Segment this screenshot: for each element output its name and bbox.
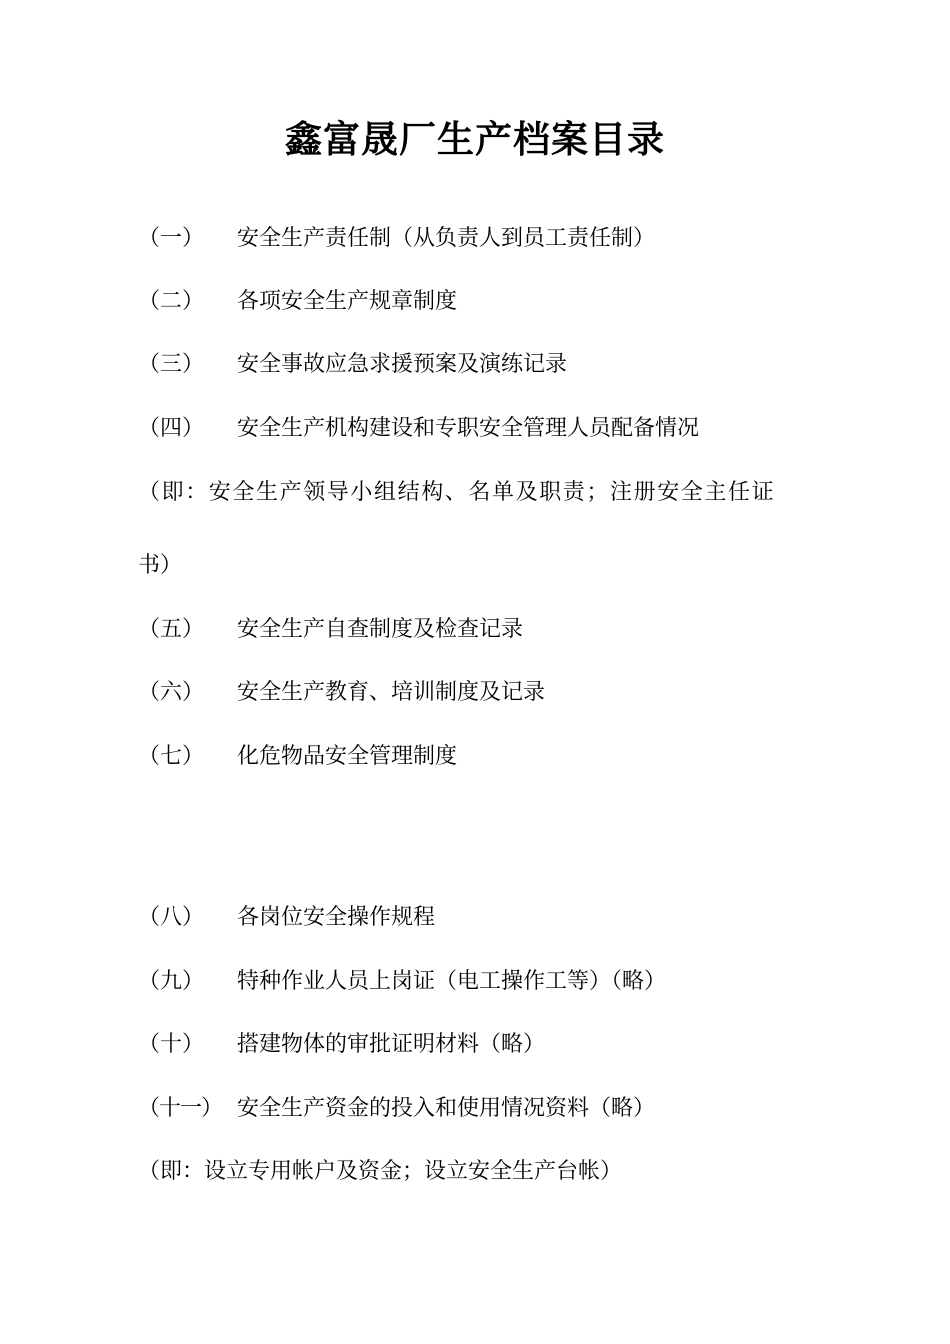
list-item: [138, 414, 699, 444]
item-text: 特种作业人员上岗证（电工操作工等）（略）: [237, 969, 667, 994]
item-text: 安全生产责任制（从负责人到员工责任制）: [237, 226, 656, 251]
item-text: 搭建物体的审批证明材料（略）: [237, 1032, 546, 1057]
item-text: 各岗位安全操作规程: [237, 905, 436, 930]
item-text: 安全生产自查制度及检查记录: [237, 617, 524, 642]
item-text: 各项安全生产规章制度: [237, 289, 458, 314]
list-item: [138, 967, 666, 997]
list-item: [138, 1030, 545, 1060]
list-item: [138, 350, 567, 380]
item-number: （三）: [138, 352, 205, 377]
list-item: [138, 1094, 655, 1124]
item-number: （二）: [138, 289, 205, 314]
item-four-note-line1: （即：安全生产领导小组结构、名单及职责；注册安全主任证: [138, 480, 776, 505]
item-text: 安全生产机构建设和专职安全管理人员配备情况: [237, 416, 700, 441]
item-four-note-line2: 书）: [138, 553, 183, 578]
item-number: （九）: [138, 969, 205, 994]
item-number: （四）: [138, 416, 205, 441]
item-number: （十一）: [138, 1096, 223, 1121]
item-number: （一）: [138, 226, 205, 251]
list-item: [138, 903, 435, 933]
item-eleven-note: （即：设立专用帐户及资金；设立安全生产台帐）: [138, 1159, 623, 1184]
list-item: [138, 742, 457, 772]
document-title: 鑫富晟厂生产档案目录: [285, 118, 665, 161]
list-item: [138, 678, 545, 708]
item-text: 化危物品安全管理制度: [237, 744, 458, 769]
item-number: （五）: [138, 617, 205, 642]
item-number: （十）: [138, 1032, 205, 1057]
item-text: 安全生产教育、培训制度及记录: [237, 680, 546, 705]
item-number: （八）: [138, 905, 205, 930]
item-number: （六）: [138, 680, 205, 705]
item-text: 安全事故应急求援预案及演练记录: [237, 352, 568, 377]
list-item: [138, 615, 523, 645]
list-item: [138, 287, 457, 317]
list-item: [138, 224, 655, 254]
item-number: （七）: [138, 744, 205, 769]
item-text: 安全生产资金的投入和使用情况资料（略）: [237, 1096, 656, 1121]
